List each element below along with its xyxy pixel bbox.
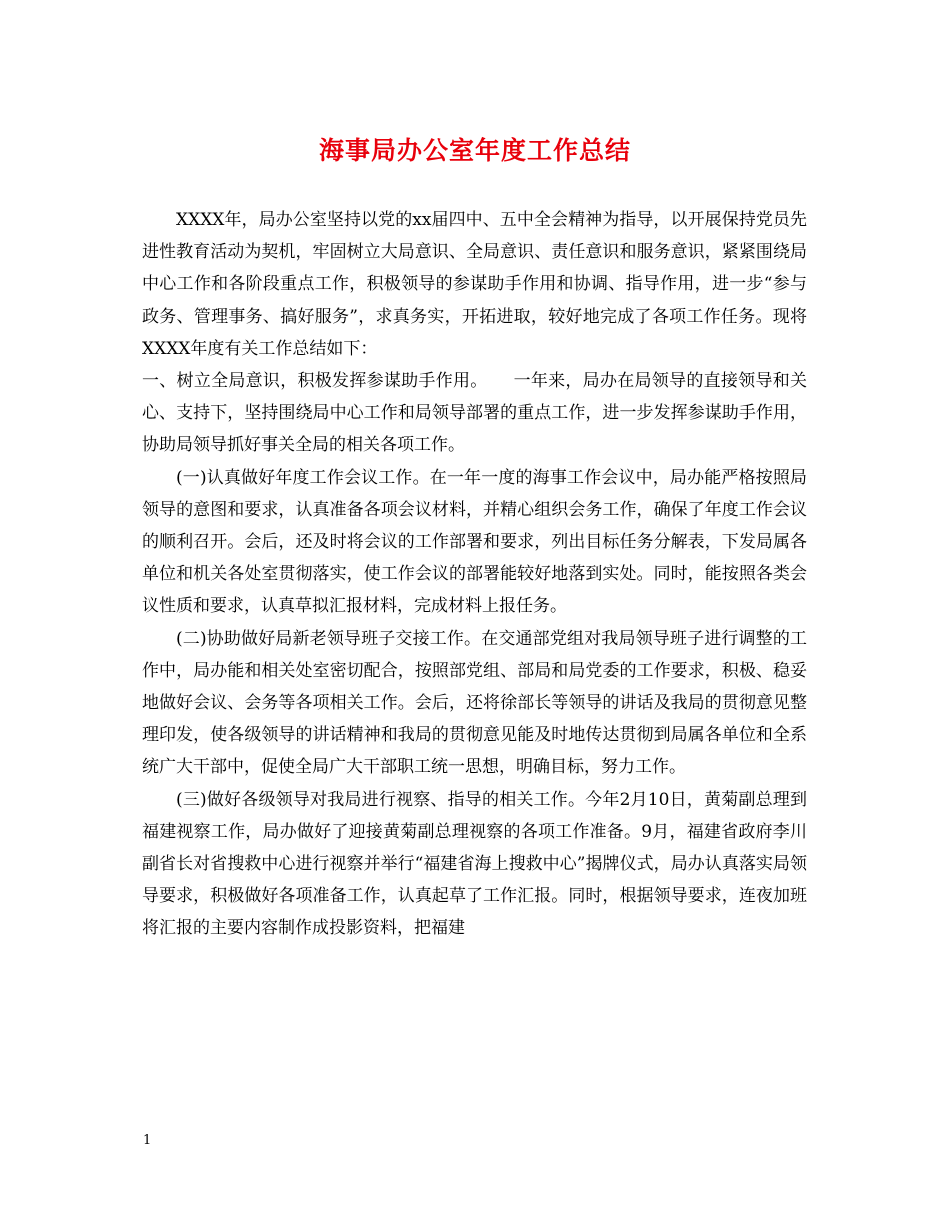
page-number: 1 (143, 1133, 152, 1148)
document-body (142, 204, 807, 945)
paragraph-intro: XXXX年，局办公室坚持以党的xx届四中、五中全会精神为指导，以开展保持党员先进性教育活动为契机，牢固树立大局意识、全局意识、责任意识和服务意识，紧紧围绕局中心工作和各阶段重点工作，积极领导的参谋助手作用和协调、指导作用，进一步“参与政务、管理事务、搞好服务”，求真务实，开拓进取，较好地完成了各项工作任务。现将XXXX年度有关工作总结如下： (142, 210, 807, 359)
paragraph-item-one: (一)认真做好年度工作会议工作。在一年一度的海事工作会议中，局办能严格按照局领导的意图和要求，认真准备各项会议材料，并精心组织会务工作，确保了年度工作会议的顺利召开。会后，还及时将会议的工作部署和要求，列出目标任务分解表，下发局属各单位和机关各处室贯彻落实，使工作会议的部署能较好地落到实处。同时，能按照各类会议性质和要求，认真草拟汇报材料，完成材料上报任务。 (142, 467, 807, 617)
paragraph-section-one: 一、树立全局意识，积极发挥参谋助手作用。 一年来，局办在局领导的直接领导和关心、支持下，坚持围绕局中心工作和局领导部署的重点工作，进一步发挥参谋助手作用，协助局领导抓好事关全局的相关各项工作。 (142, 371, 807, 456)
paragraph-item-three: (三)做好各级领导对我局进行视察、指导的相关工作。今年2月10日，黄菊副总理到福建视察工作，局办做好了迎接黄菊副总理视察的各项工作准备。9月，福建省政府李川副省长对省搜救中心进行视察并举行“福建省海上搜救中心”揭牌仪式，局办认真落实局领导要求，积极做好各项准备工作，认真起草了工作汇报。同时，根据领导要求，连夜加班将汇报的主要内容制作成投影资料，把福建 (142, 789, 807, 939)
document-title: 海事局办公室年度工作总结 (318, 136, 631, 165)
paragraph-item-two: (二)协助做好局新老领导班子交接工作。在交通部党组对我局领导班子进行调整的工作中，局办能和相关处室密切配合，按照部党组、部局和局党委的工作要求，积极、稳妥地做好会议、会务等各项相关工作。会后，还将徐部长等领导的讲话及我局的贯彻意见整理印发，使各级领导的讲话精神和我局的贯彻意见能及时地传达贯彻到局属各单位和全系统广大干部中，促使全局广大干部职工统一思想，明确目标，努力工作。 (142, 628, 807, 778)
